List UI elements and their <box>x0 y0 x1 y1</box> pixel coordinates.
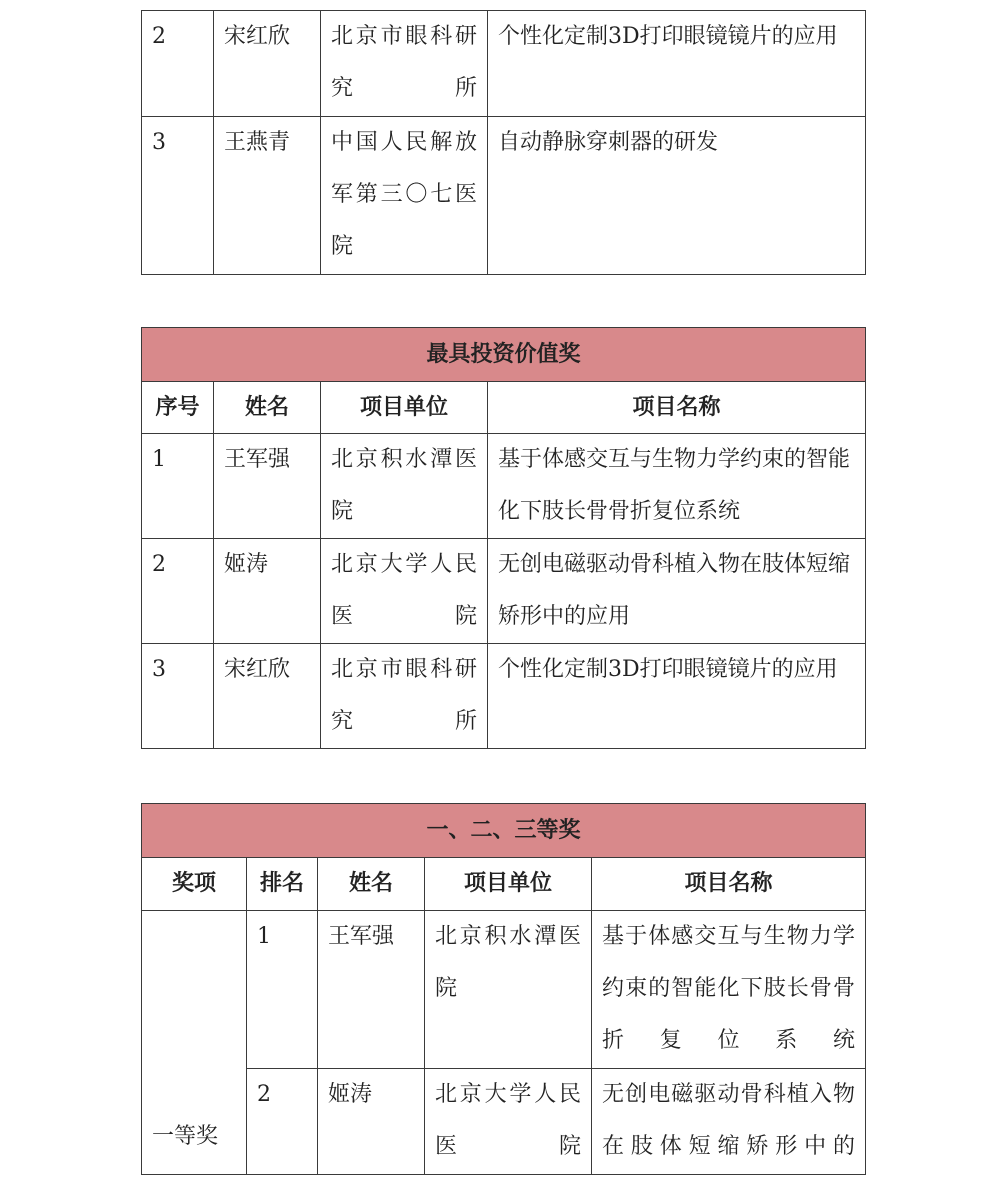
table-header-row <box>142 382 866 434</box>
rank: 2 <box>247 1069 318 1175</box>
project-unit: 北京大学人民医院 <box>321 539 488 644</box>
header-cell: 项目名称 <box>488 382 866 434</box>
table-header-row <box>142 858 866 911</box>
person-name: 王燕青 <box>214 117 321 275</box>
table-row <box>142 117 866 275</box>
person-name: 姬涛 <box>318 1069 425 1175</box>
project-name: 基于体感交互与生物力学约束的智能化下肢长骨骨折复位系统 <box>592 911 866 1069</box>
header-cell: 奖项 <box>142 858 247 911</box>
project-name: 自动静脉穿刺器的研发 <box>488 117 866 275</box>
project-name: 无创电磁驱动骨科植入物在肢体短缩矫形中的 <box>592 1069 866 1175</box>
investment-value-award-table <box>141 327 866 749</box>
header-cell: 姓名 <box>318 858 425 911</box>
project-unit: 北京积水潭医院 <box>425 911 592 1069</box>
rank: 1 <box>247 911 318 1069</box>
project-unit: 北京大学人民医院 <box>425 1069 592 1175</box>
project-unit: 北京积水潭医院 <box>321 434 488 539</box>
header-cell: 项目名称 <box>592 858 866 911</box>
table-title-row <box>142 328 866 382</box>
table-row <box>142 911 866 1069</box>
project-unit: 中国人民解放军第三〇七医院 <box>321 117 488 275</box>
project-unit: 北京市眼科研究所 <box>321 644 488 749</box>
person-name: 宋红欣 <box>214 11 321 117</box>
header-cell: 序号 <box>142 382 214 434</box>
table-row <box>142 539 866 644</box>
table-continued <box>141 10 866 275</box>
row-number: 3 <box>142 117 214 275</box>
header-cell: 项目单位 <box>425 858 592 911</box>
table-title: 一、二、三等奖 <box>142 804 866 858</box>
table-row <box>142 1069 866 1175</box>
table-row <box>142 434 866 539</box>
person-name: 姬涛 <box>214 539 321 644</box>
person-name: 王军强 <box>214 434 321 539</box>
project-name: 基于体感交互与生物力学约束的智能化下肢长骨骨折复位系统 <box>488 434 866 539</box>
award-level: 一等奖 <box>142 911 247 1175</box>
table-row <box>142 644 866 749</box>
row-number: 2 <box>142 11 214 117</box>
table-title: 最具投资价值奖 <box>142 328 866 382</box>
header-cell: 姓名 <box>214 382 321 434</box>
project-unit: 北京市眼科研究所 <box>321 11 488 117</box>
ranked-awards-table <box>141 803 866 1175</box>
person-name: 宋红欣 <box>214 644 321 749</box>
row-number: 2 <box>142 539 214 644</box>
person-name: 王军强 <box>318 911 425 1069</box>
header-cell: 项目单位 <box>321 382 488 434</box>
row-number: 3 <box>142 644 214 749</box>
header-cell: 排名 <box>247 858 318 911</box>
table-row <box>142 11 866 117</box>
table-title-row <box>142 804 866 858</box>
row-number: 1 <box>142 434 214 539</box>
project-name: 个性化定制3D打印眼镜镜片的应用 <box>488 11 866 117</box>
project-name: 个性化定制3D打印眼镜镜片的应用 <box>488 644 866 749</box>
project-name: 无创电磁驱动骨科植入物在肢体短缩矫形中的应用 <box>488 539 866 644</box>
